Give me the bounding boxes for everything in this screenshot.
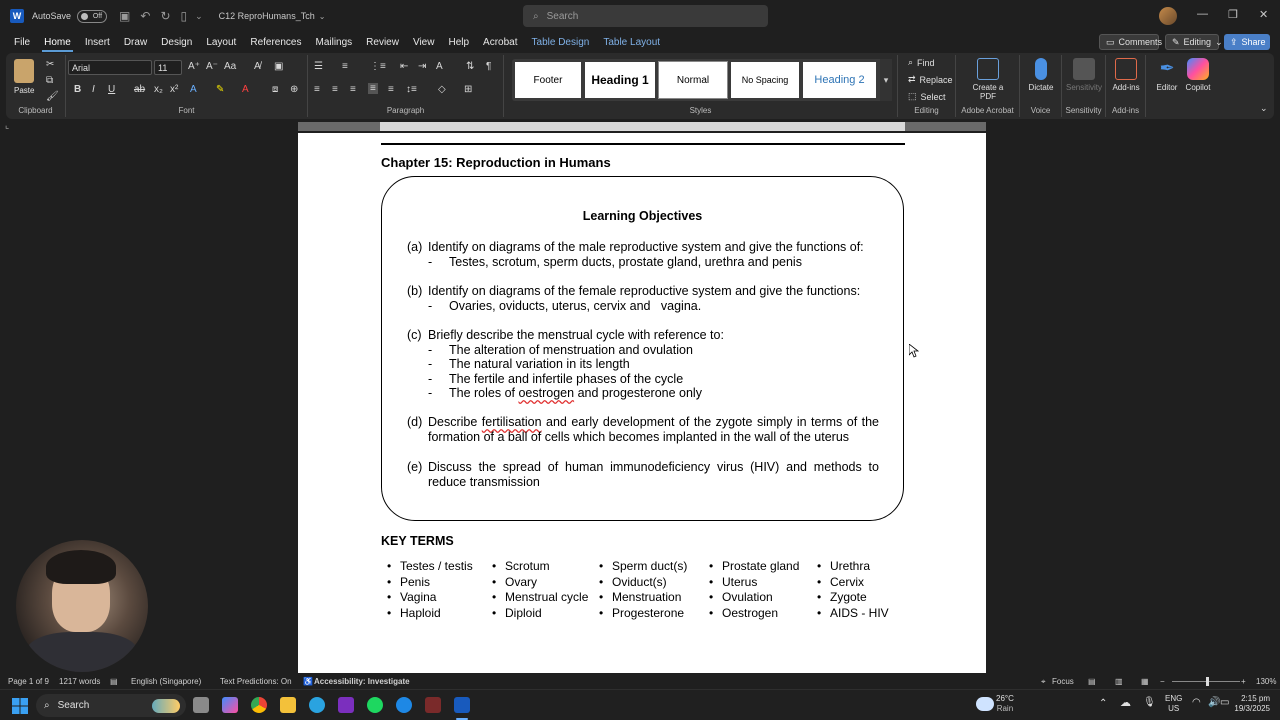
app-blue-icon[interactable] xyxy=(396,697,412,713)
subpoint-text: and progesterone only xyxy=(574,386,702,401)
style-normal[interactable]: Normal xyxy=(659,62,727,98)
accessibility-icon[interactable]: ♿ xyxy=(303,677,313,686)
objective-subpoint: - Ovaries, oviducts, uterus, cervix and vagina. xyxy=(428,298,702,313)
key-term: • Menstrual cycle xyxy=(487,590,588,606)
tab-mailings[interactable]: Mailings xyxy=(315,36,353,48)
font-name-select[interactable] xyxy=(68,60,152,75)
task-view-icon[interactable] xyxy=(193,697,209,713)
tab-home[interactable]: Home xyxy=(38,37,77,48)
redo-icon[interactable]: ↻ xyxy=(160,9,171,23)
objective-d xyxy=(407,415,883,444)
pdf-icon xyxy=(977,58,999,80)
key-term: • Vagina xyxy=(382,590,473,606)
replace-icon: ⇄ xyxy=(908,74,916,84)
autosave-toggle[interactable] xyxy=(77,10,107,23)
show-marks-icon[interactable]: ¶ xyxy=(486,61,492,72)
touch-mode-icon[interactable]: ▯ xyxy=(180,9,188,23)
subpoint-text: The roles of xyxy=(449,386,519,401)
input-language[interactable] xyxy=(1165,694,1182,714)
collapse-ribbon-icon[interactable]: ⌄ xyxy=(1260,103,1268,113)
styles-label: Styles xyxy=(689,106,712,115)
add-ins-icon xyxy=(1115,58,1137,80)
editing-label: Editing xyxy=(1183,37,1212,47)
key-term: • Cervix xyxy=(812,575,889,591)
tab-acrobat[interactable]: Acrobat xyxy=(483,36,518,48)
objective-text: Identify on diagrams of the male reproductive system and give the functions of: xyxy=(428,240,864,254)
text-predictions-status[interactable]: Text Predictions: On xyxy=(220,677,292,686)
sensitivity-btn-label: Sensitivity xyxy=(1065,83,1102,92)
subscript-icon[interactable]: x₂ xyxy=(154,84,163,95)
pencil-icon: ✎ xyxy=(1172,36,1180,47)
battery-icon[interactable]: ▭ xyxy=(1220,697,1230,708)
sensitivity-button[interactable] xyxy=(1064,58,1104,92)
ribbon-tabs xyxy=(0,32,1280,52)
ribbon xyxy=(6,53,1274,119)
clock[interactable] xyxy=(1228,694,1270,714)
focus-button[interactable]: Focus xyxy=(1052,677,1074,686)
voice-group xyxy=(1020,55,1062,117)
spelling-flagged-word[interactable]: fertilisation xyxy=(481,415,542,429)
key-term: • Scrotum xyxy=(487,559,588,575)
sensitivity-group xyxy=(1062,55,1106,117)
adobe-group xyxy=(956,55,1020,117)
editor-button[interactable] xyxy=(1152,58,1182,92)
spotify-icon[interactable] xyxy=(367,697,383,713)
shrink-font-icon[interactable]: A⁻ xyxy=(206,61,218,72)
key-term: • Uterus xyxy=(704,575,799,591)
objective-c xyxy=(407,328,879,401)
borders-icon[interactable]: ⊞ xyxy=(464,84,473,95)
zoom-in-icon[interactable]: + xyxy=(1241,677,1246,686)
microphone-icon xyxy=(1035,58,1047,80)
document-canvas[interactable] xyxy=(0,133,1280,673)
tab-selector-icon[interactable]: ⌞ xyxy=(5,120,10,130)
subpoint-text: The fertile and infertile phases of the cycle xyxy=(449,371,684,386)
style-heading-2[interactable]: Heading 2 xyxy=(803,62,876,98)
numbering-icon[interactable]: ≡ xyxy=(342,61,348,72)
increase-indent-icon[interactable]: ⇥ xyxy=(418,61,427,72)
search-icon: ⌕ xyxy=(44,700,50,711)
chrome-icon[interactable] xyxy=(251,697,267,713)
tab-table-layout[interactable]: Table Layout xyxy=(603,36,661,48)
sort-icon[interactable]: ⇅ xyxy=(466,61,475,72)
key-term: • Penis xyxy=(382,575,473,591)
chapter-title: Chapter 15: Reproduction in Humans xyxy=(381,155,611,170)
italic-icon[interactable]: I xyxy=(92,84,95,95)
objective-subpoint: - The alteration of menstruation and ovulation xyxy=(428,342,693,357)
strikethrough-icon[interactable]: ab xyxy=(134,84,146,95)
objective-letter: (d) xyxy=(407,415,423,429)
weather-widget[interactable] xyxy=(996,694,1014,714)
cut-icon[interactable]: ✂ xyxy=(46,59,55,70)
comments-button[interactable] xyxy=(1099,34,1163,50)
word-taskbar-icon[interactable] xyxy=(454,697,470,713)
tab-file[interactable]: File xyxy=(14,36,31,48)
editing-label: Editing xyxy=(914,106,939,115)
word-app-icon: W xyxy=(10,9,24,23)
grow-font-icon[interactable]: A⁺ xyxy=(188,61,200,72)
copy-icon[interactable]: ⧉ xyxy=(46,75,54,86)
tab-help[interactable]: Help xyxy=(448,36,470,48)
microphone-tray-icon[interactable]: 🎙 xyxy=(1143,697,1156,708)
zoom-level[interactable]: 130% xyxy=(1256,677,1277,686)
subpoint-text: Testes, scrotum, sperm ducts, prostate gland, urethra and penis xyxy=(449,254,802,269)
web-layout-icon[interactable]: ▦ xyxy=(1141,677,1149,686)
bullets-icon[interactable]: ☰ xyxy=(314,61,323,72)
share-label: Share xyxy=(1241,37,1266,47)
addins-label: Add-ins xyxy=(1111,106,1140,115)
style-footer[interactable]: Footer xyxy=(515,62,581,98)
font-size-select[interactable] xyxy=(154,60,182,75)
enclose-icon[interactable]: ⊕ xyxy=(290,84,299,95)
comments-label: Comments xyxy=(1118,37,1163,47)
key-term: • Haploid xyxy=(382,606,473,622)
key-terms-column-2 xyxy=(487,559,588,622)
tab-review[interactable]: Review xyxy=(366,36,399,48)
copilot-taskbar-icon[interactable] xyxy=(222,697,238,713)
add-ins-btn-label: Add-ins xyxy=(1112,83,1140,92)
key-term: • Sperm duct(s) xyxy=(594,559,687,575)
objective-subpoint: - The fertile and infertile phases of the cycle xyxy=(428,371,684,386)
find-icon: ⌕ xyxy=(908,57,914,67)
text-effects-box-icon[interactable]: ▣ xyxy=(274,61,284,72)
key-terms-heading: KEY TERMS xyxy=(381,534,454,548)
select-button[interactable] xyxy=(908,91,946,102)
file-explorer-icon[interactable] xyxy=(280,697,296,713)
focus-icon[interactable]: ⌖ xyxy=(1041,677,1046,686)
styles-more-icon[interactable]: ▾ xyxy=(880,59,892,101)
accessibility-status[interactable]: Accessibility: Investigate xyxy=(314,677,410,686)
tab-draw[interactable]: Draw xyxy=(123,36,148,48)
objective-text: Briefly describe the menstrual cycle with reference to: xyxy=(428,328,724,342)
paste-icon xyxy=(14,59,34,83)
search-icon: ⌕ xyxy=(533,10,539,22)
replace-button[interactable] xyxy=(908,74,953,85)
customize-qat-icon[interactable]: ⌄ xyxy=(195,10,203,21)
word-count[interactable]: 1217 words xyxy=(59,677,101,686)
clipboard-group xyxy=(6,55,66,117)
tab-insert[interactable]: Insert xyxy=(84,36,110,48)
objective-e xyxy=(407,460,879,489)
windows-start-icon[interactable] xyxy=(12,698,28,714)
title-bar xyxy=(0,0,1280,32)
paragraph-label: Paragraph xyxy=(386,106,425,115)
format-painter-icon[interactable]: 🖌 xyxy=(46,91,59,102)
zoom-out-icon[interactable]: − xyxy=(1160,677,1165,686)
objective-subpoint: - The roles of oestrogen and progesterone only xyxy=(428,386,702,401)
paragraph-shading-icon[interactable]: ◇ xyxy=(438,84,446,95)
copilot-icon xyxy=(1187,58,1209,80)
objective-subpoint: - Testes, scrotum, sperm ducts, prostate gland, urethra and penis xyxy=(428,254,802,269)
objective-letter: (a) xyxy=(407,240,423,254)
mouse-cursor-icon xyxy=(909,344,919,358)
status-bar xyxy=(0,673,1280,689)
editor-label: Editor xyxy=(1156,83,1178,92)
proofing-icon[interactable]: ▤ xyxy=(110,677,118,686)
share-button[interactable] xyxy=(1224,34,1270,50)
search-placeholder: Search xyxy=(546,10,579,22)
comment-icon: ▭ xyxy=(1106,36,1115,47)
taskbar xyxy=(0,689,1280,720)
clipboard-label: Clipboard xyxy=(18,106,53,115)
objective-letter: (b) xyxy=(407,284,423,298)
decrease-indent-icon[interactable]: ⇤ xyxy=(400,61,409,72)
editing-mode-button[interactable] xyxy=(1165,34,1223,50)
objective-subpoint: - The natural variation in its length xyxy=(428,357,630,372)
objective-text: Discuss the spread of human immunodeficiency virus (HIV) and methods to reduce transmission xyxy=(428,460,879,489)
document-title[interactable]: C12 ReproHumans_Tch xyxy=(218,11,315,21)
close-icon[interactable]: ✕ xyxy=(1259,9,1269,21)
key-term: • Oestrogen xyxy=(704,606,799,622)
editor-pen-icon: ✒ xyxy=(1159,58,1175,78)
dictate-label: Dictate xyxy=(1028,83,1054,92)
subpoint-text: The natural variation in its length xyxy=(449,357,630,372)
onenote-icon[interactable] xyxy=(338,697,354,713)
key-term: • Menstruation xyxy=(594,590,687,606)
learning-objectives-box xyxy=(381,176,904,521)
page-count[interactable]: Page 1 of 9 xyxy=(8,677,49,686)
styles-gallery xyxy=(512,59,892,101)
ruler xyxy=(0,120,1280,133)
copilot-button[interactable] xyxy=(1182,58,1214,92)
select-label: Select xyxy=(920,91,946,102)
multilevel-list-icon[interactable]: ⋮≡ xyxy=(370,61,386,72)
asian-layout-icon[interactable]: A xyxy=(436,61,443,72)
replace-label: Replace xyxy=(919,74,953,85)
telegram-icon[interactable] xyxy=(309,697,325,713)
font-name-value: Arial xyxy=(72,62,91,73)
paste-button[interactable] xyxy=(14,59,34,95)
create-pdf-label: Create a PDF xyxy=(972,83,1004,101)
add-ins-button[interactable] xyxy=(1108,58,1144,92)
paste-label: Paste xyxy=(14,86,35,95)
objective-a xyxy=(407,240,879,269)
taskbar-search-label: Search xyxy=(57,700,90,711)
weather-desc: Rain xyxy=(996,704,1014,713)
font-group xyxy=(66,55,308,117)
objective-text xyxy=(428,415,883,444)
share-icon: ⇪ xyxy=(1230,36,1238,47)
zoom-slider[interactable] xyxy=(1172,681,1240,682)
align-right-icon[interactable]: ≡ xyxy=(350,84,356,95)
change-case-icon[interactable]: Aa xyxy=(224,61,237,72)
language-status[interactable]: English (Singapore) xyxy=(131,677,202,686)
key-terms-column-4 xyxy=(704,559,799,622)
lang-top: ENG xyxy=(1165,694,1183,703)
voice-label: Voice xyxy=(1030,106,1051,115)
key-term: • Testes / testis xyxy=(382,559,473,575)
addins-group xyxy=(1106,55,1146,117)
key-term: • Oviduct(s) xyxy=(594,575,687,591)
text-effects-icon[interactable]: A xyxy=(190,84,197,95)
clock-date: 19/3/2025 xyxy=(1234,704,1270,713)
tab-table-design[interactable]: Table Design xyxy=(531,36,590,48)
chevron-up-icon[interactable]: ⌃ xyxy=(1099,698,1108,709)
save-icon[interactable]: ▣ xyxy=(119,9,131,23)
tab-references[interactable]: References xyxy=(250,36,302,48)
undo-icon[interactable]: ↶ xyxy=(140,9,151,23)
key-terms-column-5 xyxy=(812,559,889,622)
font-size-value: 11 xyxy=(158,62,168,73)
key-term: • Diploid xyxy=(487,606,588,622)
style-no-spacing[interactable]: No Spacing xyxy=(731,62,799,98)
font-label: Font xyxy=(178,106,195,115)
key-term: • Ovary xyxy=(487,575,588,591)
key-term: • Prostate gland xyxy=(704,559,799,575)
objective-b xyxy=(407,284,879,313)
ruler-right-margin xyxy=(905,122,986,131)
adobe-label: Adobe Acrobat xyxy=(961,106,1014,115)
bold-icon[interactable]: B xyxy=(74,84,82,95)
chevron-down-icon: ⌄ xyxy=(1215,36,1223,47)
avatar[interactable] xyxy=(1159,7,1177,25)
header-rule xyxy=(381,143,905,145)
ruler-left-margin xyxy=(298,122,380,131)
subpoint-text: The alteration of menstruation and ovulation xyxy=(449,342,693,357)
align-left-icon[interactable]: ≡ xyxy=(314,84,320,95)
find-button[interactable] xyxy=(908,57,935,68)
style-heading-1[interactable]: Heading 1 xyxy=(585,62,655,98)
select-icon: ⬚ xyxy=(908,91,917,101)
distributed-icon[interactable]: ≡ xyxy=(388,84,394,95)
read-mode-icon[interactable]: ▤ xyxy=(1088,677,1096,686)
volume-icon[interactable]: 🔊 xyxy=(1208,697,1221,708)
weather-temp: 26°C xyxy=(996,694,1014,703)
zoom-slider-thumb[interactable] xyxy=(1206,677,1209,686)
copilot-label: Copilot xyxy=(1185,83,1211,92)
key-term: • Urethra xyxy=(812,559,889,575)
document-page[interactable] xyxy=(298,133,986,673)
objective-letter: (c) xyxy=(407,328,422,342)
wifi-icon[interactable]: ◠ xyxy=(1192,697,1201,708)
font-color-icon[interactable]: A xyxy=(242,84,249,95)
objective-text: Identify on diagrams of the female reproductive system and give the functions: xyxy=(428,284,861,298)
key-term: • Zygote xyxy=(812,590,889,606)
lang-bottom: US xyxy=(1168,704,1180,713)
superscript-icon[interactable]: x² xyxy=(170,84,179,95)
tab-layout[interactable]: Layout xyxy=(206,36,237,48)
objective-text-part: and early development of the zygote simply in terms of the formation of a ball of cells which becomes implanted in the wall of the uterus xyxy=(428,415,883,444)
line-spacing-icon[interactable]: ↕≡ xyxy=(406,84,417,95)
key-term: • Progesterone xyxy=(594,606,687,622)
align-center-icon[interactable]: ≡ xyxy=(332,84,338,95)
tab-design[interactable]: Design xyxy=(161,36,193,48)
search-highlight-icon xyxy=(152,699,180,713)
objective-text-part: Describe xyxy=(428,415,482,429)
create-pdf-button[interactable] xyxy=(966,58,1010,101)
minimize-icon[interactable]: — xyxy=(1197,8,1208,20)
subpoint-text: Ovaries, oviducts, uterus, cervix and vagina. xyxy=(449,298,702,313)
snipping-tool-icon[interactable] xyxy=(425,697,441,713)
restore-icon[interactable]: ❐ xyxy=(1228,9,1238,21)
autosave-state: Off xyxy=(92,12,103,20)
key-terms-column-3 xyxy=(594,559,687,622)
find-label: Find xyxy=(917,57,935,68)
justify-icon[interactable]: ≡ xyxy=(370,83,376,94)
title-chevron-icon[interactable]: ⌄ xyxy=(318,11,326,21)
tab-view[interactable]: View xyxy=(412,36,435,48)
learning-objectives-heading: Learning Objectives xyxy=(582,209,703,223)
underline-icon[interactable]: U xyxy=(108,84,116,95)
highlight-icon[interactable]: ✎ xyxy=(216,84,225,95)
taskbar-search[interactable] xyxy=(36,694,186,717)
sensitivity-label: Sensitivity xyxy=(1065,106,1102,115)
clock-time: 2:15 pm xyxy=(1241,694,1270,703)
key-term: • Ovulation xyxy=(704,590,799,606)
paragraph-group xyxy=(308,55,504,117)
key-terms-column-1 xyxy=(382,559,473,622)
webcam-overlay xyxy=(16,540,148,672)
key-term: • AIDS - HIV xyxy=(812,606,889,622)
weather-icon[interactable] xyxy=(976,697,994,711)
sensitivity-icon xyxy=(1073,58,1095,80)
dictate-button[interactable] xyxy=(1024,58,1058,92)
clear-formatting-icon[interactable]: A̸ xyxy=(254,61,261,72)
autosave-label: AutoSave xyxy=(32,11,72,21)
onedrive-icon[interactable]: ☁ xyxy=(1120,697,1131,709)
shading-icon[interactable]: ⧈ xyxy=(272,84,279,95)
search-input[interactable] xyxy=(523,5,768,27)
spelling-flagged-word[interactable]: oestrogen xyxy=(518,386,575,401)
print-layout-icon[interactable]: ▥ xyxy=(1115,677,1123,686)
ruler-bar[interactable] xyxy=(380,122,905,131)
objective-letter: (e) xyxy=(407,460,423,474)
